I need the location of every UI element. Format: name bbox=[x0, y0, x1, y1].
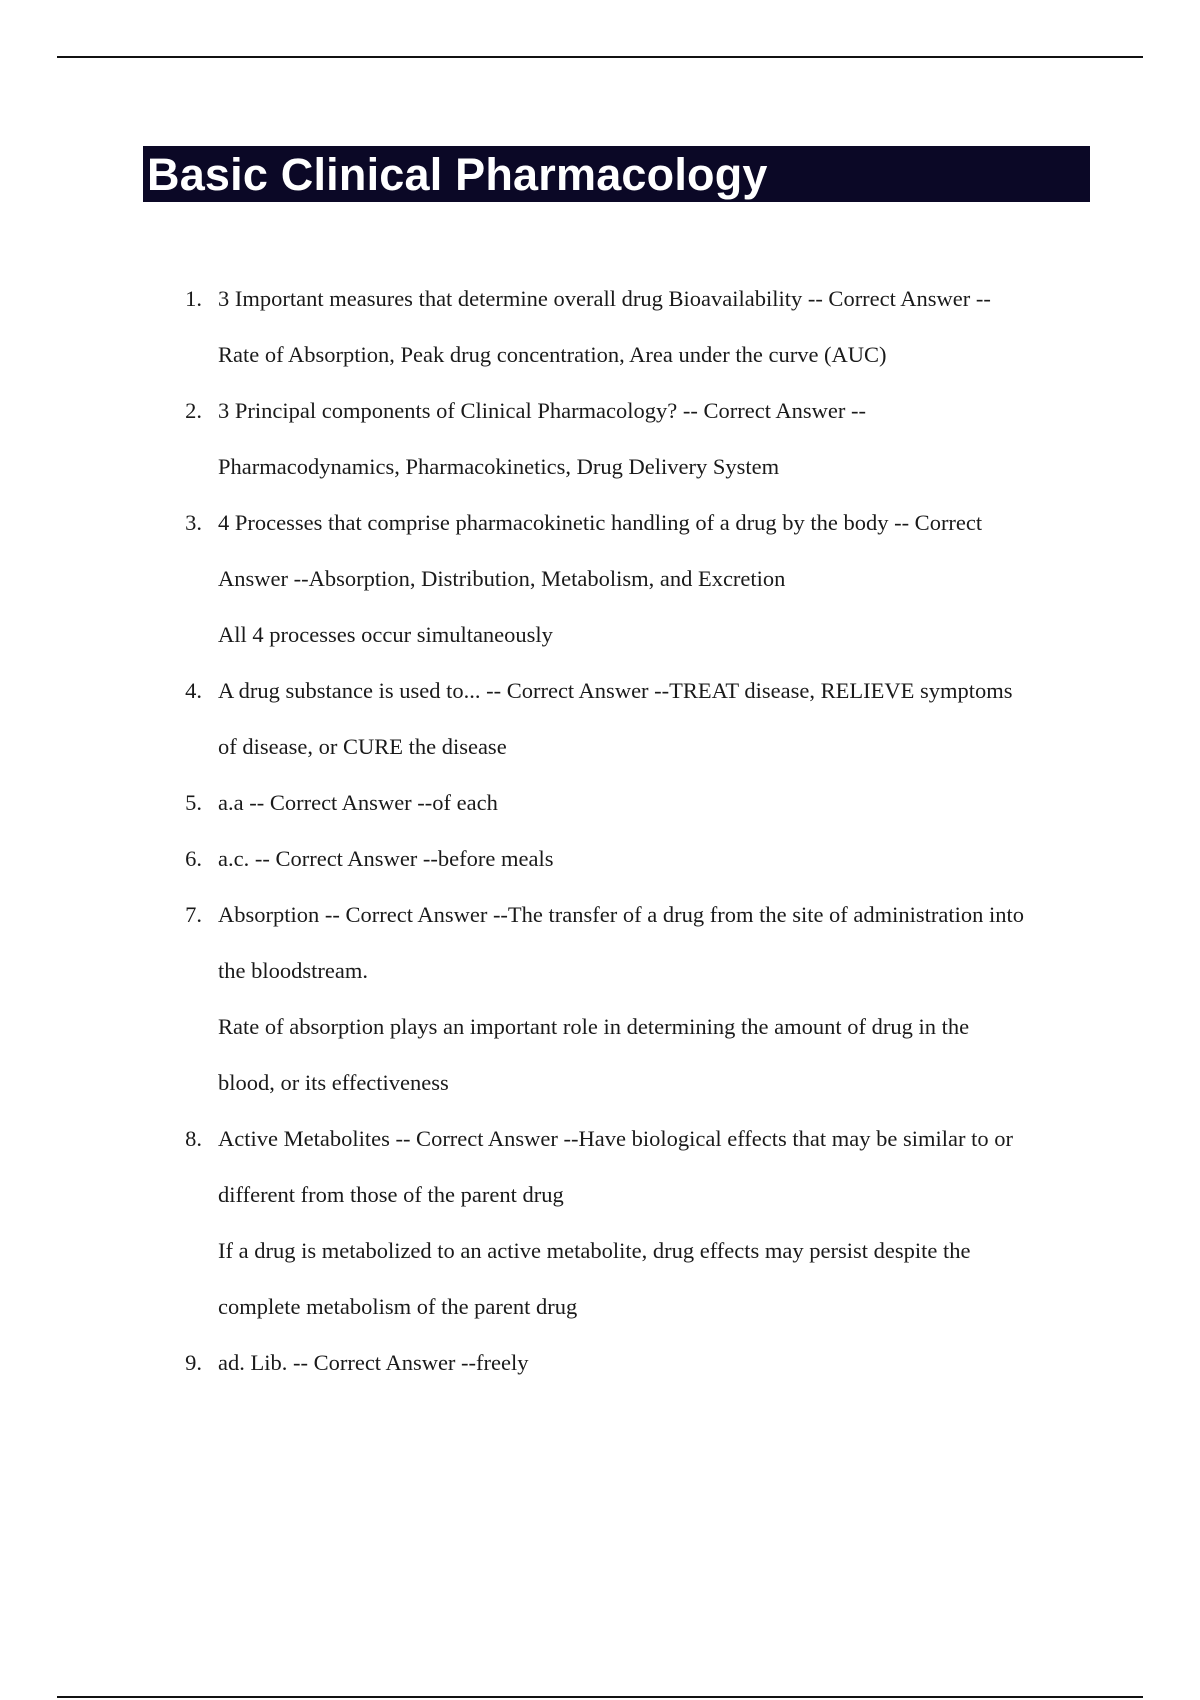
item-text-line: If a drug is metabolized to an active metabolite, drug effects may persist despite the bbox=[218, 1238, 971, 1263]
item-text-line: 4 Processes that comprise pharmacokinetic handling of a drug by the body -- Correct bbox=[218, 510, 983, 535]
qa-item bbox=[0, 383, 1200, 495]
item-text-line: Absorption -- Correct Answer --The transfer of a drug from the site of administration into bbox=[218, 902, 1025, 927]
qa-item bbox=[0, 831, 1200, 887]
item-text-line: different from those of the parent drug bbox=[218, 1182, 564, 1207]
bottom-rule bbox=[57, 1696, 1143, 1698]
item-number: 1. bbox=[185, 286, 202, 311]
qa-item bbox=[0, 663, 1200, 775]
item-text-line: complete metabolism of the parent drug bbox=[218, 1294, 578, 1319]
qa-item bbox=[0, 775, 1200, 831]
question-answer-list bbox=[0, 271, 1200, 1391]
item-text-line: Active Metabolites -- Correct Answer --Have biological effects that may be similar to or bbox=[218, 1126, 1013, 1151]
item-text-line: blood, or its effectiveness bbox=[218, 1070, 449, 1095]
top-rule bbox=[57, 56, 1143, 58]
item-text-line: 3 Important measures that determine overall drug Bioavailability -- Correct Answer -- bbox=[218, 286, 991, 311]
item-text-line: Pharmacodynamics, Pharmacokinetics, Drug Delivery System bbox=[218, 454, 780, 479]
item-text-line: 3 Principal components of Clinical Pharmacology? -- Correct Answer -- bbox=[218, 398, 866, 423]
qa-item bbox=[0, 1111, 1200, 1335]
item-number: 7. bbox=[185, 902, 202, 927]
qa-item bbox=[0, 887, 1200, 1111]
qa-item bbox=[0, 271, 1200, 383]
item-number: 3. bbox=[185, 510, 202, 535]
item-text-line: Answer --Absorption, Distribution, Metabolism, and Excretion bbox=[218, 566, 786, 591]
item-text-line: a.a -- Correct Answer --of each bbox=[218, 790, 498, 815]
title-banner bbox=[143, 146, 1090, 202]
item-text-line: A drug substance is used to... -- Correct Answer --TREAT disease, RELIEVE symptoms bbox=[218, 678, 1013, 703]
item-text-line: All 4 processes occur simultaneously bbox=[218, 622, 553, 647]
document-title: Basic Clinical Pharmacology bbox=[147, 148, 768, 200]
item-text-line: Rate of absorption plays an important role in determining the amount of drug in the bbox=[218, 1014, 970, 1039]
item-text-line: ad. Lib. -- Correct Answer --freely bbox=[218, 1350, 529, 1375]
item-number: 4. bbox=[185, 678, 202, 703]
item-number: 5. bbox=[185, 790, 202, 815]
qa-item bbox=[0, 495, 1200, 663]
item-number: 9. bbox=[185, 1350, 202, 1375]
qa-item bbox=[0, 1335, 1200, 1391]
item-text-line: of disease, or CURE the disease bbox=[218, 734, 507, 759]
item-number: 8. bbox=[185, 1126, 202, 1151]
item-number: 2. bbox=[185, 398, 202, 423]
item-text-line: the bloodstream. bbox=[218, 958, 368, 983]
item-text-line: Rate of Absorption, Peak drug concentration, Area under the curve (AUC) bbox=[218, 342, 887, 367]
item-text-line: a.c. -- Correct Answer --before meals bbox=[218, 846, 554, 871]
item-number: 6. bbox=[185, 846, 202, 871]
